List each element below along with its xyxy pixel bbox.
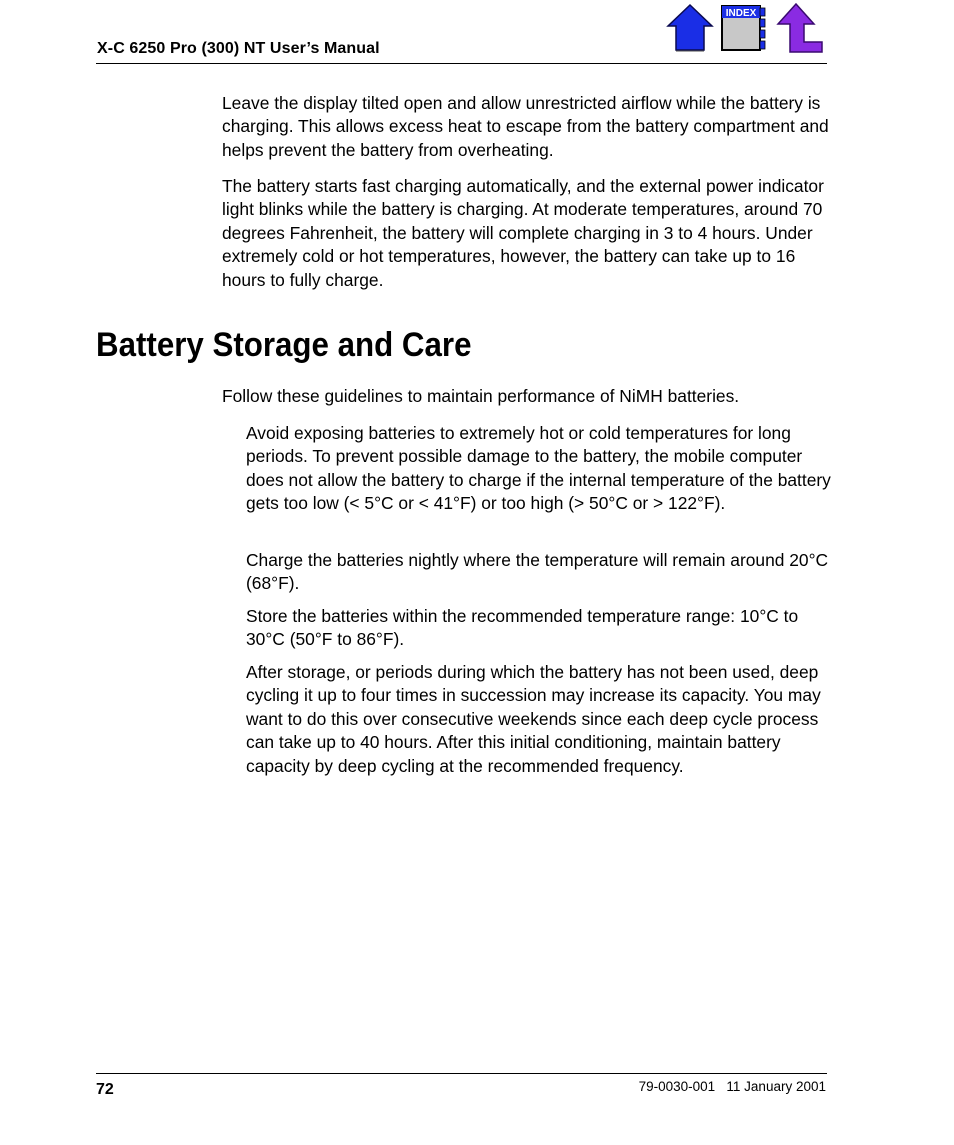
- up-arrow-icon: [776, 2, 824, 54]
- guideline-item: Avoid exposing batteries to extremely hot or cold temperatures for long periods. To prevent possible damage to the battery, the mobile computer does not allow the battery to charge if the internal temperature of the battery gets too low (< 5°C or < 41°F) or too high (> 50°C or > 122°F).: [246, 423, 831, 514]
- manual-title: X-C 6250 Pro (300) NT User’s Manual: [97, 40, 380, 57]
- guideline-item: Store the batteries within the recommended temperature range: 10°C to 30°C (50°F to 86°F).: [246, 606, 799, 650]
- guideline-item: After storage, or periods during which the battery has not been used, deep cycling it up to four times in succession may increase its capacity. You may want to do this over consecutive weekends since each deep cycle process can take up to 40 hours. After this initial conditioning, maintain battery capacity by deep cycling at the recommended frequency.: [246, 662, 821, 776]
- paragraph-charging-time: The battery starts fast charging automatically, and the external power indicator light blinks while the battery is charging. At moderate temperatures, around 70 degrees Fahrenheit, the battery will complete charging in 3 to 4 hours. Under extremely cold or hot temperatures, however, the battery can take up to 16 hours to fully charge.: [222, 176, 824, 290]
- footer-divider: [96, 1073, 827, 1074]
- guideline-item: Charge the batteries nightly where the temperature will remain around 20°C (68°F).: [246, 550, 829, 594]
- index-button[interactable]: [720, 2, 768, 54]
- paragraph-airflow: Leave the display tilted open and allow unrestricted airflow while the battery is charging. This allows excess heat to escape from the battery compartment and helps prevent the battery from overheating.: [222, 93, 829, 160]
- section-intro: Follow these guidelines to maintain performance of NiMH batteries.: [222, 386, 740, 406]
- index-book-icon: [720, 2, 768, 54]
- document-id-date: 79-0030-001 11 January 2001: [638, 1079, 826, 1094]
- section-heading: Battery Storage and Care: [96, 326, 472, 364]
- header-divider: [96, 63, 827, 64]
- index-label: INDEX: [725, 8, 757, 19]
- page-number: 72: [96, 1081, 114, 1098]
- back-button[interactable]: [776, 2, 824, 54]
- home-button[interactable]: [666, 2, 714, 54]
- home-arrow-icon: [666, 2, 714, 54]
